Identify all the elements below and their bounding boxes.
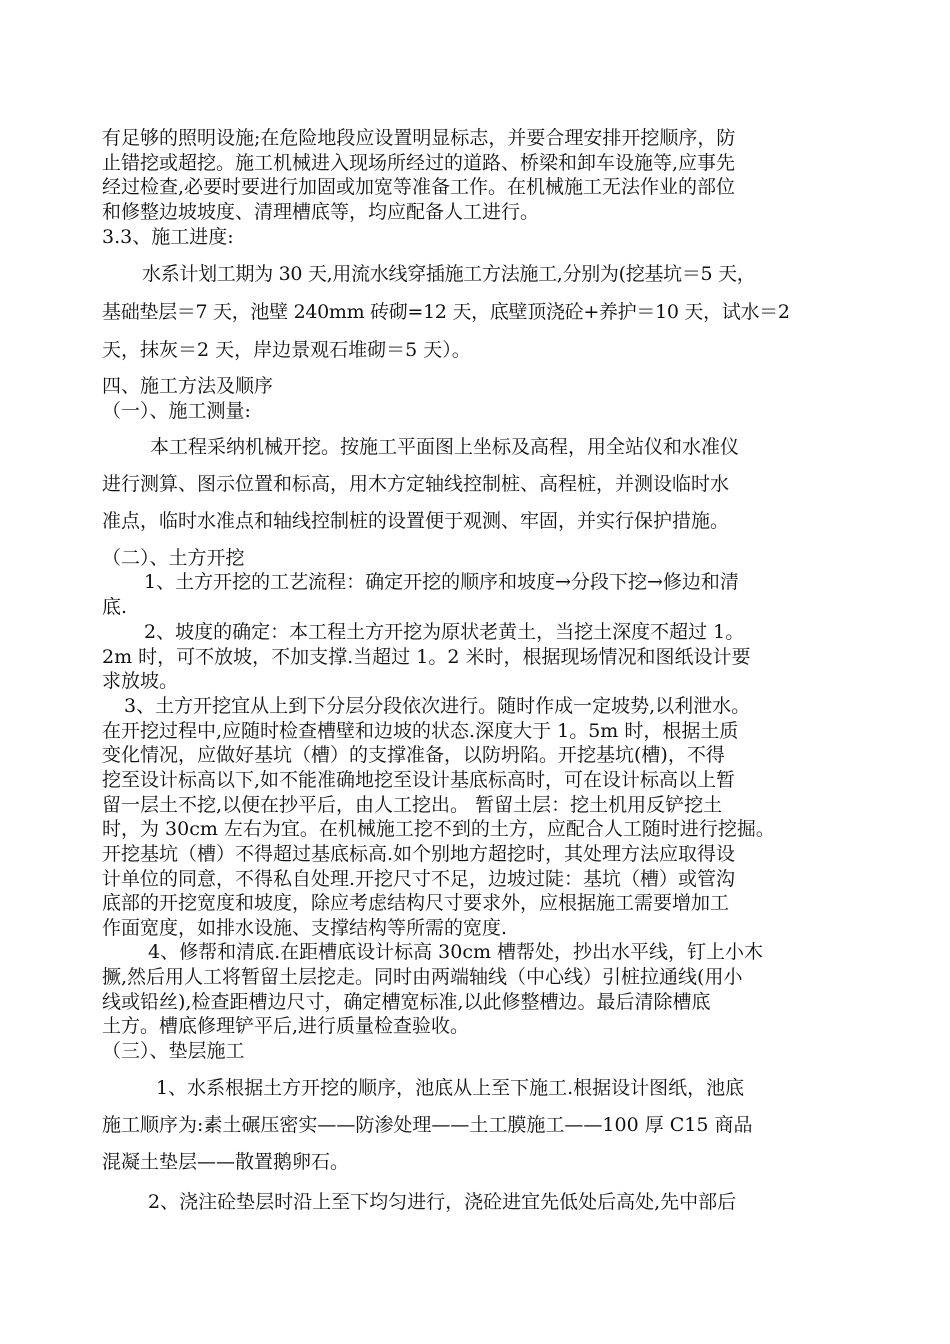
subsection-heading: （三）、垫层施工 (102, 1040, 245, 1062)
paragraph-line: 进行测算、图示位置和标高，用木方定轴线控制桩、高程桩，并测设临时水 (102, 473, 730, 495)
paragraph-line: 留一层土不挖,以便在抄平后，由人工挖出。 暂留土层：挖土机用反铲挖土 (102, 794, 723, 816)
paragraph-line: 4、修帮和清底.在距槽底设计标高 30cm 槽帮处，抄出水平线，钉上小木 (148, 941, 764, 963)
paragraph-line: 计单位的同意，不得私自处理.开挖尺寸不足，边坡过陡：基坑（槽）或管沟 (102, 868, 736, 890)
paragraph-line: 天，抹灰＝2 天，岸边景观石堆砌＝5 天）。 (102, 339, 471, 361)
paragraph-line: 底部的开挖宽度和坡度，除应考虑结构尺寸要求外，应根据施工需要增加工 (102, 892, 730, 914)
paragraph-line: 3、土方开挖宜从上到下分层分段依次进行。随时作成一定坡势,以利泄水。 (124, 695, 751, 717)
paragraph-line: 2、浇注砼垫层时沿上至下均匀进行，浇砼进宜先低处后高处,先中部后 (148, 1191, 737, 1213)
paragraph-line: 挖至设计标高以下,如不能准确地挖至设计基底标高时，可在设计标高以上暂 (102, 769, 736, 791)
paragraph-line: 变化情况，应做好基坑（槽）的支撑准备，以防坍陷。开挖基坑(槽)，不得 (102, 744, 725, 766)
paragraph-line: 和修整边坡坡度、清理槽底等，均应配备人工进行。 (102, 201, 540, 223)
paragraph-line: 底. (102, 596, 128, 618)
paragraph-line: 在开挖过程中,应随时检查槽壁和边坡的状态.深度大于 1。5m 时，根据土质 (102, 720, 739, 742)
paragraph-line: 施工顺序为:素土碾压密实——防渗处理——土工膜施工——100 厚 C15 商品 (102, 1114, 753, 1136)
paragraph-line: 准点，临时水准点和轴线控制桩的设置便于观测、牢固，并实行保护措施。 (102, 510, 730, 532)
chapter-heading: 四、施工方法及顺序 (102, 375, 274, 397)
paragraph-line: 经过检查,必要时要进行加固或加宽等准备工作。在机械施工无法作业的部位 (102, 176, 736, 198)
paragraph-line: 开挖基坑（槽）不得超过基底标高.如个别地方超挖时，其处理方法应取得设 (102, 843, 736, 865)
paragraph-line: 1、水系根据土方开挖的顺序，池底从上至下施工.根据设计图纸，池底 (156, 1077, 745, 1099)
paragraph-line: 基础垫层＝7 天，池壁 240mm 砖砌=12 天，底壁顶浇砼+养护＝10 天，试水＝2 (102, 301, 790, 323)
paragraph-line: 1、土方开挖的工艺流程：确定开挖的顺序和坡度→分段下挖→修边和清 (144, 571, 739, 593)
section-heading: 3.3、施工进度: (102, 226, 234, 248)
paragraph-line: 作面宽度，如排水设施、支撑结构等所需的宽度. (102, 917, 508, 939)
subsection-heading: （一）、施工测量: (102, 400, 251, 422)
paragraph-line: 止错挖或超挖。施工机械进入现场所经过的道路、桥梁和卸车设施等,应事先 (102, 152, 736, 174)
paragraph-line: 撅,然后用人工将暂留土层挖走。同时由两端轴线（中心线）引桩拉通线(用小 (102, 966, 743, 988)
paragraph-line: 土方。槽底修理铲平后,进行质量检查验收。 (102, 1015, 470, 1037)
paragraph-line: 求放坡。 (102, 670, 179, 692)
subsection-heading: （二）、土方开挖 (102, 547, 245, 569)
paragraph-line: 本工程采纳机械开挖。按施工平面图上坐标及高程，用全站仪和水准仪 (150, 436, 740, 458)
paragraph-line: 有足够的照明设施;在危险地段应设置明显标志，并要合理安排开挖顺序，防 (102, 127, 736, 149)
paragraph-line: 2m 时，可不放坡，不加支撑.当超过 1。2 米时，根据现场情况和图纸设计要 (102, 646, 751, 668)
paragraph-line: 混凝土垫层——散置鹅卵石。 (102, 1151, 350, 1173)
paragraph-line: 2、坡度的确定：本工程土方开挖为原状老黄土，当挖土深度不超过 1。 (144, 621, 745, 643)
paragraph-line: 线或铅丝),检查距槽边尺寸，确定槽宽标准,以此修整槽边。最后清除槽底 (102, 991, 711, 1013)
paragraph-line: 时，为 30cm 左右为宜。在机械施工挖不到的土方，应配合人工随时进行挖掘。 (102, 818, 775, 840)
paragraph-line: 水系计划工期为 30 天,用流水线穿插施工方法施工,分别为(挖基坑＝5 天， (142, 263, 756, 285)
